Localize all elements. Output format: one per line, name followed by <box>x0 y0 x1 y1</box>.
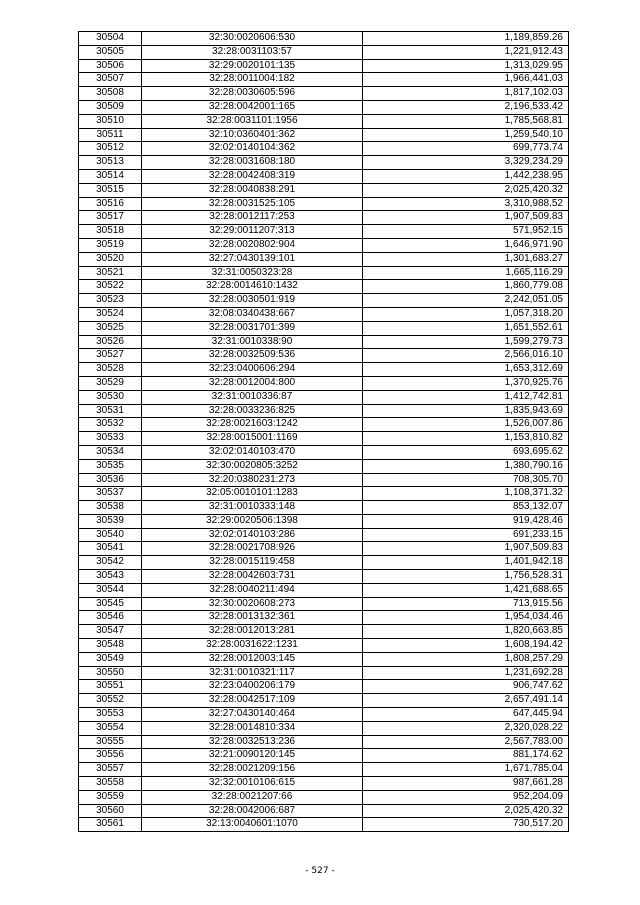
cadastral-number-cell: 32:05:0010101:1283 <box>142 487 363 501</box>
table-row <box>79 142 569 156</box>
amount-cell: 713,915.56 <box>363 597 569 611</box>
row-number-cell: 30551 <box>79 680 142 694</box>
row-number-cell: 30507 <box>79 73 142 87</box>
table-row <box>79 556 569 570</box>
row-number-cell: 30541 <box>79 542 142 556</box>
cadastral-number-cell: 32:29:0011207:313 <box>142 225 363 239</box>
amount-cell: 1,313,029.95 <box>363 59 569 73</box>
cadastral-number-cell: 32:28:0031525:105 <box>142 197 363 211</box>
table-row <box>79 100 569 114</box>
row-number-cell: 30554 <box>79 721 142 735</box>
cadastral-number-cell: 32:28:0012117:253 <box>142 211 363 225</box>
amount-cell: 1,817,102.03 <box>363 87 569 101</box>
cadastral-number-cell: 32:02:0140104:362 <box>142 142 363 156</box>
amount-cell: 1,370,925.76 <box>363 376 569 390</box>
row-number-cell: 30533 <box>79 432 142 446</box>
row-number-cell: 30542 <box>79 556 142 570</box>
data-table <box>78 31 569 832</box>
amount-cell: 1,954,034.46 <box>363 611 569 625</box>
table-row <box>79 666 569 680</box>
cadastral-number-cell: 32:28:0042001:165 <box>142 100 363 114</box>
row-number-cell: 30547 <box>79 625 142 639</box>
cadastral-number-cell: 32:02:0140103:286 <box>142 528 363 542</box>
amount-cell: 1,412,742.81 <box>363 390 569 404</box>
amount-cell: 1,835,943.69 <box>363 404 569 418</box>
table-row <box>79 652 569 666</box>
table-row <box>79 570 569 584</box>
row-number-cell: 30556 <box>79 749 142 763</box>
table-row <box>79 735 569 749</box>
table-body <box>79 32 569 832</box>
cadastral-number-cell: 32:27:0430139:101 <box>142 252 363 266</box>
cadastral-number-cell: 32:20:0380231:273 <box>142 473 363 487</box>
amount-cell: 1,665,116.29 <box>363 266 569 280</box>
cadastral-number-cell: 32:28:0032513:236 <box>142 735 363 749</box>
table-row <box>79 390 569 404</box>
row-number-cell: 30557 <box>79 763 142 777</box>
cadastral-number-cell: 32:28:0013132:361 <box>142 611 363 625</box>
row-number-cell: 30548 <box>79 639 142 653</box>
amount-cell: 1,442,238.95 <box>363 169 569 183</box>
row-number-cell: 30544 <box>79 583 142 597</box>
cadastral-number-cell: 32:10:0360401:362 <box>142 128 363 142</box>
row-number-cell: 30513 <box>79 156 142 170</box>
cadastral-number-cell: 32:28:0020802:904 <box>142 238 363 252</box>
amount-cell: 1,380,790.16 <box>363 459 569 473</box>
amount-cell: 853,132.07 <box>363 501 569 515</box>
row-number-cell: 30546 <box>79 611 142 625</box>
table-row <box>79 708 569 722</box>
cadastral-number-cell: 32:28:0012003:145 <box>142 652 363 666</box>
amount-cell: 1,526,007.86 <box>363 418 569 432</box>
amount-cell: 1,785,568.81 <box>363 114 569 128</box>
cadastral-number-cell: 32:28:0012004:800 <box>142 376 363 390</box>
table-row <box>79 156 569 170</box>
table-row <box>79 542 569 556</box>
table-row <box>79 680 569 694</box>
amount-cell: 1,651,552.61 <box>363 321 569 335</box>
table-row <box>79 583 569 597</box>
row-number-cell: 30540 <box>79 528 142 542</box>
table-row <box>79 252 569 266</box>
amount-cell: 2,567,783.00 <box>363 735 569 749</box>
cadastral-number-cell: 32:02:0140103:470 <box>142 445 363 459</box>
row-number-cell: 30537 <box>79 487 142 501</box>
row-number-cell: 30529 <box>79 376 142 390</box>
table-row <box>79 349 569 363</box>
row-number-cell: 30558 <box>79 777 142 791</box>
row-number-cell: 30553 <box>79 708 142 722</box>
row-number-cell: 30560 <box>79 804 142 818</box>
amount-cell: 699,773.74 <box>363 142 569 156</box>
cadastral-number-cell: 32:28:0031101:1956 <box>142 114 363 128</box>
row-number-cell: 30534 <box>79 445 142 459</box>
row-number-cell: 30512 <box>79 142 142 156</box>
table-row <box>79 763 569 777</box>
cadastral-number-cell: 32:32:0010106:615 <box>142 777 363 791</box>
row-number-cell: 30526 <box>79 335 142 349</box>
cadastral-number-cell: 32:31:0010321:117 <box>142 666 363 680</box>
cadastral-number-cell: 32:28:0021207:66 <box>142 790 363 804</box>
table-row <box>79 335 569 349</box>
amount-cell: 1,421,688.65 <box>363 583 569 597</box>
cadastral-number-cell: 32:31:0010338:90 <box>142 335 363 349</box>
cadastral-number-cell: 32:28:0015001:1169 <box>142 432 363 446</box>
row-number-cell: 30506 <box>79 59 142 73</box>
row-number-cell: 30545 <box>79 597 142 611</box>
table-row <box>79 459 569 473</box>
row-number-cell: 30549 <box>79 652 142 666</box>
table-row <box>79 404 569 418</box>
amount-cell: 2,242,051.05 <box>363 294 569 308</box>
row-number-cell: 30535 <box>79 459 142 473</box>
row-number-cell: 30525 <box>79 321 142 335</box>
row-number-cell: 30511 <box>79 128 142 142</box>
amount-cell: 708,305.70 <box>363 473 569 487</box>
amount-cell: 906,747.62 <box>363 680 569 694</box>
table-row <box>79 432 569 446</box>
cadastral-number-cell: 32:28:0031608:180 <box>142 156 363 170</box>
row-number-cell: 30505 <box>79 45 142 59</box>
amount-cell: 1,189,859.26 <box>363 32 569 46</box>
row-number-cell: 30523 <box>79 294 142 308</box>
cadastral-number-cell: 32:28:0011004:182 <box>142 73 363 87</box>
row-number-cell: 30561 <box>79 818 142 832</box>
row-number-cell: 30527 <box>79 349 142 363</box>
row-number-cell: 30539 <box>79 514 142 528</box>
amount-cell: 693,695.62 <box>363 445 569 459</box>
cadastral-number-cell: 32:28:0012013:281 <box>142 625 363 639</box>
row-number-cell: 30517 <box>79 211 142 225</box>
amount-cell: 1,401,942.18 <box>363 556 569 570</box>
table-row <box>79 225 569 239</box>
amount-cell: 3,329,234.29 <box>363 156 569 170</box>
row-number-cell: 30515 <box>79 183 142 197</box>
amount-cell: 2,196,533.42 <box>363 100 569 114</box>
row-number-cell: 30509 <box>79 100 142 114</box>
amount-cell: 2,566,016.10 <box>363 349 569 363</box>
cadastral-number-cell: 32:28:0014610:1432 <box>142 280 363 294</box>
amount-cell: 2,657,491.14 <box>363 694 569 708</box>
amount-cell: 1,907,509.83 <box>363 211 569 225</box>
row-number-cell: 30510 <box>79 114 142 128</box>
amount-cell: 1,259,540.10 <box>363 128 569 142</box>
row-number-cell: 30519 <box>79 238 142 252</box>
amount-cell: 691,233.15 <box>363 528 569 542</box>
row-number-cell: 30538 <box>79 501 142 515</box>
table-row <box>79 514 569 528</box>
cadastral-number-cell: 32:28:0040211:494 <box>142 583 363 597</box>
cadastral-number-cell: 32:28:0042408:319 <box>142 169 363 183</box>
amount-cell: 987,661.28 <box>363 777 569 791</box>
table-row <box>79 87 569 101</box>
row-number-cell: 30522 <box>79 280 142 294</box>
amount-cell: 1,108,371.32 <box>363 487 569 501</box>
cadastral-number-cell: 32:28:0015119:458 <box>142 556 363 570</box>
table-row <box>79 790 569 804</box>
table-row <box>79 501 569 515</box>
row-number-cell: 30532 <box>79 418 142 432</box>
table-row <box>79 114 569 128</box>
cadastral-number-cell: 32:27:0430140:464 <box>142 708 363 722</box>
table-row <box>79 376 569 390</box>
table-row <box>79 211 569 225</box>
row-number-cell: 30516 <box>79 197 142 211</box>
table-row <box>79 528 569 542</box>
row-number-cell: 30521 <box>79 266 142 280</box>
cadastral-number-cell: 32:21:0090120:145 <box>142 749 363 763</box>
table-row <box>79 749 569 763</box>
row-number-cell: 30504 <box>79 32 142 46</box>
table-row <box>79 321 569 335</box>
cadastral-number-cell: 32:31:0010336:87 <box>142 390 363 404</box>
cadastral-number-cell: 32:30:0020606:530 <box>142 32 363 46</box>
table-row <box>79 307 569 321</box>
cadastral-number-cell: 32:08:0340438:667 <box>142 307 363 321</box>
row-number-cell: 30514 <box>79 169 142 183</box>
amount-cell: 1,756,528.31 <box>363 570 569 584</box>
row-number-cell: 30550 <box>79 666 142 680</box>
amount-cell: 1,860,779.08 <box>363 280 569 294</box>
table-row <box>79 363 569 377</box>
table-row <box>79 183 569 197</box>
table-row <box>79 238 569 252</box>
table-row <box>79 818 569 832</box>
cadastral-number-cell: 32:28:0042006:687 <box>142 804 363 818</box>
cadastral-number-cell: 32:28:0021603:1242 <box>142 418 363 432</box>
row-number-cell: 30552 <box>79 694 142 708</box>
cadastral-number-cell: 32:28:0042517:109 <box>142 694 363 708</box>
amount-cell: 1,653,312.69 <box>363 363 569 377</box>
row-number-cell: 30518 <box>79 225 142 239</box>
amount-cell: 2,025,420.32 <box>363 183 569 197</box>
table-row <box>79 473 569 487</box>
amount-cell: 1,907,509.83 <box>363 542 569 556</box>
row-number-cell: 30524 <box>79 307 142 321</box>
cadastral-number-cell: 32:23:0400606:294 <box>142 363 363 377</box>
row-number-cell: 30559 <box>79 790 142 804</box>
table-row <box>79 32 569 46</box>
cadastral-number-cell: 32:28:0021209:156 <box>142 763 363 777</box>
amount-cell: 1,808,257.29 <box>363 652 569 666</box>
amount-cell: 919,428.46 <box>363 514 569 528</box>
page-number: - 527 - <box>305 866 335 876</box>
amount-cell: 3,310,988.52 <box>363 197 569 211</box>
amount-cell: 1,153,810.82 <box>363 432 569 446</box>
table-row <box>79 169 569 183</box>
cadastral-number-cell: 32:13:0040601:1070 <box>142 818 363 832</box>
table-row <box>79 418 569 432</box>
row-number-cell: 30530 <box>79 390 142 404</box>
table-row <box>79 45 569 59</box>
table-row <box>79 487 569 501</box>
amount-cell: 2,320,028.22 <box>363 721 569 735</box>
cadastral-number-cell: 32:28:0030605:596 <box>142 87 363 101</box>
table-row <box>79 777 569 791</box>
table-row <box>79 59 569 73</box>
cadastral-number-cell: 32:28:0031701:399 <box>142 321 363 335</box>
cadastral-number-cell: 32:23:0400206:179 <box>142 680 363 694</box>
amount-cell: 1,966,441.03 <box>363 73 569 87</box>
cadastral-number-cell: 32:28:0021708:926 <box>142 542 363 556</box>
amount-cell: 1,608,194.42 <box>363 639 569 653</box>
cadastral-number-cell: 32:30:0020608:273 <box>142 597 363 611</box>
row-number-cell: 30520 <box>79 252 142 266</box>
table-row <box>79 445 569 459</box>
table-row <box>79 597 569 611</box>
row-number-cell: 30536 <box>79 473 142 487</box>
table-row <box>79 73 569 87</box>
amount-cell: 1,671,785.04 <box>363 763 569 777</box>
cadastral-number-cell: 32:31:0010333:148 <box>142 501 363 515</box>
amount-cell: 1,231,692.28 <box>363 666 569 680</box>
amount-cell: 1,646,971.90 <box>363 238 569 252</box>
row-number-cell: 30528 <box>79 363 142 377</box>
cadastral-number-cell: 32:29:0020506:1398 <box>142 514 363 528</box>
cadastral-number-cell: 32:30:0020805:3252 <box>142 459 363 473</box>
cadastral-number-cell: 32:28:0032509:536 <box>142 349 363 363</box>
amount-cell: 1,820,663.85 <box>363 625 569 639</box>
table-row <box>79 197 569 211</box>
amount-cell: 952,204.09 <box>363 790 569 804</box>
amount-cell: 881,174.62 <box>363 749 569 763</box>
table-row <box>79 694 569 708</box>
row-number-cell: 30543 <box>79 570 142 584</box>
table-row <box>79 128 569 142</box>
table-row <box>79 639 569 653</box>
table-row <box>79 611 569 625</box>
amount-cell: 1,301,683.27 <box>363 252 569 266</box>
table-row <box>79 294 569 308</box>
amount-cell: 571,952.15 <box>363 225 569 239</box>
amount-cell: 2,025,420.32 <box>363 804 569 818</box>
cadastral-number-cell: 32:28:0042603:731 <box>142 570 363 584</box>
amount-cell: 1,221,912.43 <box>363 45 569 59</box>
amount-cell: 1,057,318.20 <box>363 307 569 321</box>
cadastral-number-cell: 32:28:0040838:291 <box>142 183 363 197</box>
table-row <box>79 266 569 280</box>
table-row <box>79 280 569 294</box>
cadastral-number-cell: 32:28:0033236:825 <box>142 404 363 418</box>
cadastral-number-cell: 32:28:0031103:57 <box>142 45 363 59</box>
cadastral-number-cell: 32:29:0020101:135 <box>142 59 363 73</box>
table-row <box>79 804 569 818</box>
amount-cell: 1,599,279.73 <box>363 335 569 349</box>
row-number-cell: 30508 <box>79 87 142 101</box>
row-number-cell: 30531 <box>79 404 142 418</box>
cadastral-number-cell: 32:28:0031622:1231 <box>142 639 363 653</box>
cadastral-number-cell: 32:28:0014810:334 <box>142 721 363 735</box>
table-row <box>79 625 569 639</box>
amount-cell: 647,445.94 <box>363 708 569 722</box>
table-row <box>79 721 569 735</box>
amount-cell: 730,517.20 <box>363 818 569 832</box>
cadastral-number-cell: 32:28:0030501:919 <box>142 294 363 308</box>
row-number-cell: 30555 <box>79 735 142 749</box>
cadastral-number-cell: 32:31:0050323:28 <box>142 266 363 280</box>
